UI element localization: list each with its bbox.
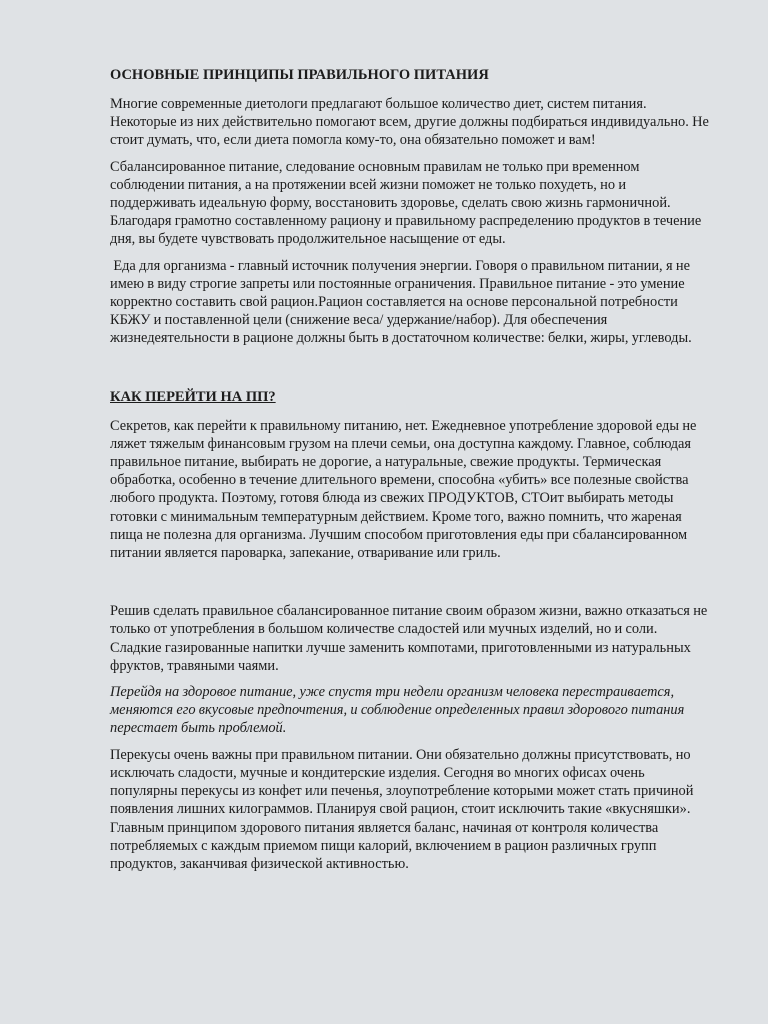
intro-paragraph-2: Сбалансированное питание, следование основным правилам не только при временном соблюдении питания, а на протяжении всей жизни поможет не только похудеть, но и поддерживать идеальную форму, восстановить здоровье, сделать свою жизнь гармоничной. Благодаря грамотно составленному рациону и правильному распределению продуктов в течение дня, вы будете чувствовать продолжительное насыщение от еды. — [110, 158, 702, 248]
section-spacer — [110, 562, 710, 602]
intro-paragraph-3: Еда для организма - главный источник получения энергии. Говоря о правильном питании, я не имею в виду строгие запреты или постоянные ограничения. Правильное питание - это умение корректно составить свой рацион.Рацион составляется на основе персональной потребности КБЖУ и поставленной цели (снижение веса/ удержание/набор). Для обеспечения жизнедеятельности в рационе должны быть в достаточном количестве: белки, жиры, углеводы. — [110, 257, 694, 347]
section3-paragraph-1: Решив сделать правильное сбалансированное питание своим образом жизни, важно отказаться не только от употребления в большом количестве сладостей или мучных изделий, но и соли. Сладкие газированные напитки лучше заменить компотами, приготовленными из натуральных фруктов, травяными чаями. — [110, 603, 708, 674]
section-spacer — [110, 348, 710, 388]
section3-paragraph-last: Перекусы очень важны при правильном питании. Они обязательно должны присутствовать, но исключать сладости, мучные и кондитерские изделия. Сегодня во многих офисах очень популярны перекусы из конфет или печенья, злоупотребление которыми может стать причиной появления лишних килограммов. Планируя свой рацион, стоит исключить такие «вкусняшки». Главным принципом здорового питания является баланс, начиная от контроля количества потребляемых с каждым приемом пищи калорий, включением в рацион различных групп продуктов, заканчивая физической активностью. — [110, 746, 694, 872]
intro-paragraph-1: Многие современные диетологи предлагают большое количество диет, систем питания. Некоторые из них действительно помогают всем, другие должны подбираться индивидуально. Не стоит думать, что, если диета помогла кому-то, она обязательно поможет и вам! — [110, 96, 709, 149]
section2-paragraph: Секретов, как перейти к правильному питанию, нет. Ежедневное употребление здоровой еды не ляжет тяжелым финансовым грузом на плечи семьи, она доступна каждому. Главное, соблюдая правильное питание, выбирать не дорогие, а натуральные, свежие продукты. Термическая обработка, особенно в течение длительного времени, способна «убить» все полезные свойства любого продукта. Поэтому, готовя блюда из свежих ПРОДУКТОВ, СТОит выбирать методы готовки с минимальным температурным действием. Кроме того, важно помнить, что жареная пища не полезна для организма. Лучшим способом приготовления еды при сбалансированном питании является пароварка, запекание, отваривание или гриль. — [110, 417, 697, 562]
section2-title: КАК ПЕРЕЙТИ НА ПП? — [110, 388, 276, 405]
document-page — [110, 66, 710, 873]
document-title: ОСНОВНЫЕ ПРИНЦИПЫ ПРАВИЛЬНОГО ПИТАНИЯ — [110, 67, 489, 83]
section3-italic-paragraph: Перейдя на здоровое питание, уже спустя три недели организм человека перестраивается, меняются его вкусовые предпочтения, и соблюдение определенных правил здорового питания перестает быть проблемой. — [110, 684, 685, 737]
